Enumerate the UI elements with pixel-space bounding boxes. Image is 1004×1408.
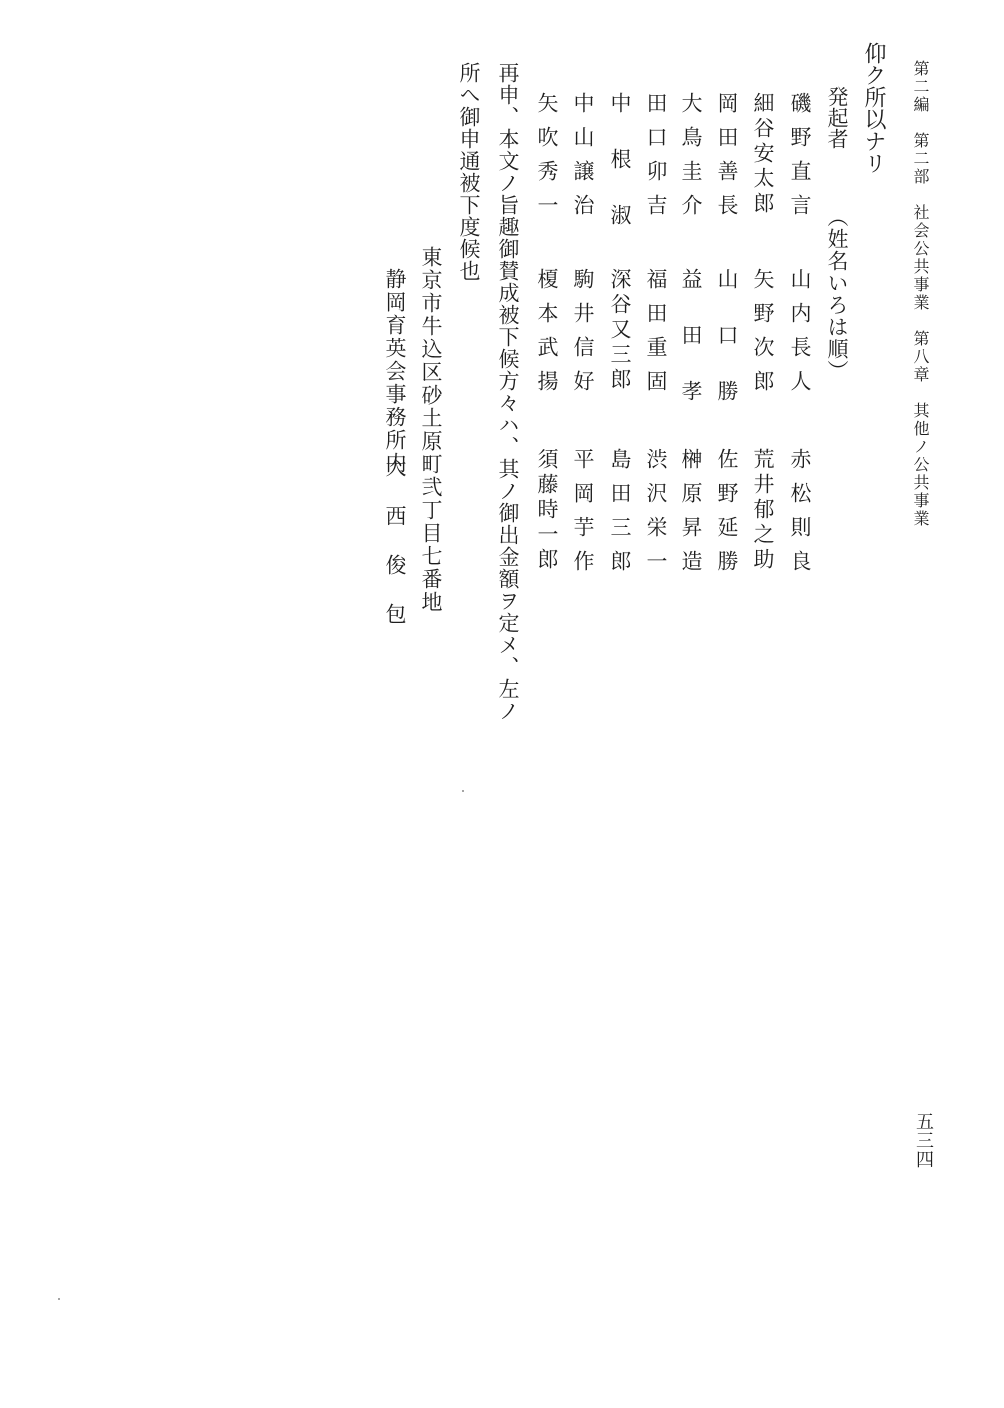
promoter-name [716, 268, 737, 436]
promoter-name-text: 中根淑 [608, 92, 632, 260]
promoter-name [536, 268, 557, 404]
running-header [912, 60, 928, 528]
promoter-name [645, 268, 666, 404]
promoter-name [680, 448, 701, 584]
promoters-label [826, 86, 847, 149]
promoter-name [645, 92, 666, 228]
promoter-name [536, 92, 557, 228]
promoter-name [609, 448, 630, 584]
paper-speck [58, 1298, 60, 1300]
promoter-name-text: 矢吹秀一 [535, 92, 559, 228]
promoters-note-text: （姓名いろは順） [825, 206, 849, 382]
promoter-name-text: 平岡芋作 [571, 448, 595, 584]
promoter-name-text: 大鳥圭介 [679, 92, 703, 228]
promoter-name-text: 駒井信好 [571, 268, 595, 404]
promoter-name-text: 榎本武揚 [535, 268, 559, 404]
sender-office [384, 268, 405, 475]
closing-line-1 [497, 62, 518, 722]
promoter-name [789, 268, 810, 404]
promoter-name-text: 深谷又三郎 [608, 268, 632, 393]
promoter-name [609, 268, 630, 393]
promoter-name-text: 岡田善長 [715, 92, 739, 228]
promoter-name-text: 益田孝 [679, 268, 703, 436]
promoter-name-text: 中山譲治 [571, 92, 595, 228]
intro-line [862, 42, 884, 174]
sender-office-text: 静岡育英会事務所内 [383, 268, 407, 475]
running-head-text: 第二編 第二部 社会公共事業 第八章 其他ノ公共事業 [911, 60, 930, 528]
promoter-name-text: 荒井郁之助 [751, 448, 775, 573]
closing-line-2-text: 所へ御申通被下度候也 [457, 62, 481, 282]
sender-address [420, 246, 441, 614]
closing-line-1-text: 再申、本文ノ旨趣御賛成被下候方々ハ、其ノ御出金額ヲ定メ、左ノ [496, 62, 520, 722]
promoter-name [752, 92, 773, 217]
promoter-name [680, 268, 701, 436]
promoter-name-text: 田口卯吉 [644, 92, 668, 228]
sender-address-text: 東京市牛込区砂土原町弐丁目七番地 [419, 246, 443, 614]
promoter-name-text: 山口勝 [715, 268, 739, 436]
promoter-name [645, 448, 666, 584]
promoter-name-text: 細谷安太郎 [751, 92, 775, 217]
intro-line-text: 仰ク所以ナリ [861, 42, 886, 174]
promoter-name-text: 山内長人 [788, 268, 812, 404]
promoter-name [572, 92, 593, 228]
promoter-name-text: 島田三郎 [608, 448, 632, 584]
page-number [914, 1112, 932, 1169]
promoter-name [789, 92, 810, 228]
promoter-name [572, 268, 593, 404]
promoter-name-text: 福田重固 [644, 268, 668, 404]
closing-line-2 [458, 62, 479, 282]
promoter-name-text: 矢野次郎 [751, 268, 775, 404]
promoter-name [536, 448, 557, 573]
promoter-name [789, 448, 810, 584]
promoter-name [609, 92, 630, 260]
promoter-name [716, 448, 737, 584]
promoters-label-text: 発起者 [825, 86, 849, 149]
promoter-name-text: 渋沢栄一 [644, 448, 668, 584]
page-number-text: 五三四 [913, 1112, 934, 1169]
promoters-note [826, 206, 847, 382]
promoter-name [572, 448, 593, 584]
sender-name [384, 456, 405, 652]
paper-speck [462, 790, 464, 792]
promoter-name-text: 磯野直言 [788, 92, 812, 228]
promoter-name-text: 須藤時一郎 [535, 448, 559, 573]
sender-name-text: 大西俊包 [383, 456, 407, 652]
promoter-name [716, 92, 737, 228]
promoter-name-text: 榊原昇造 [679, 448, 703, 584]
promoter-name-text: 赤松則良 [788, 448, 812, 584]
promoter-name [752, 268, 773, 404]
promoter-name [680, 92, 701, 228]
promoter-name [752, 448, 773, 573]
promoter-name-text: 佐野延勝 [715, 448, 739, 584]
